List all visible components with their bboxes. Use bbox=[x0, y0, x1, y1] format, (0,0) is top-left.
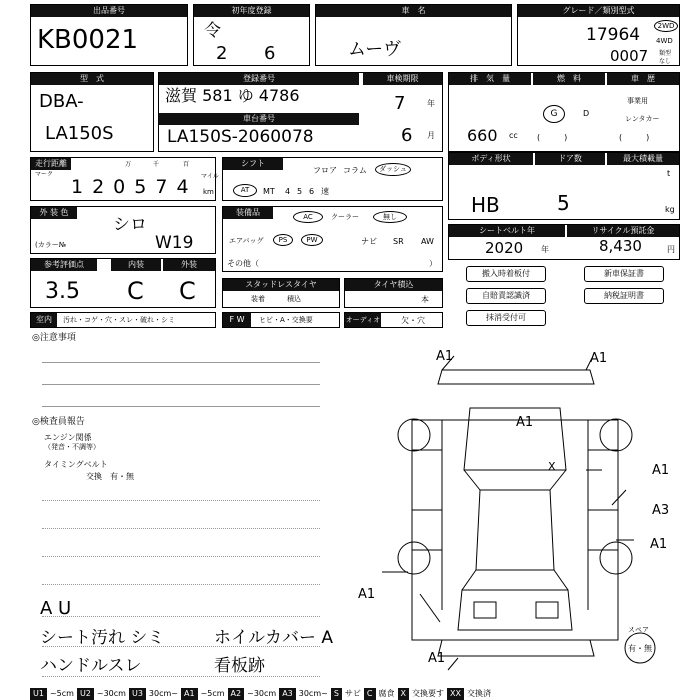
displacement-unit: cc bbox=[509, 131, 518, 140]
type-none-2: なし bbox=[659, 58, 672, 65]
doc-delivery: 搬入時着板付 bbox=[466, 266, 546, 282]
interior-condition-row bbox=[30, 312, 216, 328]
mark-a1-1: A1 bbox=[436, 349, 454, 364]
equipment-label: 装備品 bbox=[223, 207, 273, 219]
displacement-label: 排 気 量 bbox=[449, 73, 531, 85]
report-line bbox=[42, 528, 320, 529]
mark-a1-4: A1 bbox=[652, 463, 670, 478]
doc-tax: 納税証明書 bbox=[584, 288, 664, 304]
fuel-label: 燃 料 bbox=[533, 73, 605, 85]
inspection-month-unit: 月 bbox=[427, 131, 435, 140]
shift-dash: ダッシュ bbox=[375, 163, 411, 176]
shift-mt: MT bbox=[263, 187, 275, 196]
load-label: 最大積載量 bbox=[607, 153, 679, 165]
legend-value: 交換済 bbox=[464, 688, 494, 700]
legend-value: 30cm~ bbox=[146, 688, 181, 700]
model-name-label: 車 名 bbox=[316, 5, 511, 17]
shift-label: シフト bbox=[223, 158, 283, 170]
drive-2wd: 2WD bbox=[654, 20, 678, 32]
studless-opt2: 積込 bbox=[287, 295, 301, 303]
report-hand-3a: ハンドルスレ bbox=[40, 656, 142, 676]
damage-legend bbox=[30, 688, 700, 700]
notes-line bbox=[42, 406, 320, 407]
inspection-month: 6 bbox=[401, 125, 413, 146]
history-paren: ( ) bbox=[619, 133, 650, 142]
exterior-value: C bbox=[179, 277, 196, 305]
fuel-d: D bbox=[583, 109, 590, 118]
model-code-line2: LA150S bbox=[45, 123, 114, 144]
equipment-box bbox=[222, 206, 443, 272]
notes-line bbox=[42, 362, 320, 363]
mark-a1-5: A1 bbox=[650, 537, 668, 552]
engine-label-2: （発音・不調等） bbox=[44, 443, 100, 451]
first-registration-box bbox=[193, 4, 310, 66]
grade-label: グレード／類別型式 bbox=[518, 5, 679, 17]
lot-number-label: 出品番号 bbox=[31, 5, 187, 17]
history-label: 車 歴 bbox=[607, 73, 679, 85]
doors-label: ドア数 bbox=[535, 153, 605, 165]
plate-chassis-box bbox=[158, 72, 443, 152]
mileage-box bbox=[30, 157, 219, 201]
first-registration-era: 令 bbox=[204, 21, 221, 41]
model-code-line1: DBA- bbox=[39, 91, 84, 112]
legend-value: ~30cm bbox=[94, 688, 129, 700]
score-value: 3.5 bbox=[45, 279, 80, 304]
equip-airbag: エアバッグ bbox=[229, 237, 264, 245]
engine-label-1: エンジン関係 bbox=[44, 433, 92, 442]
equip-ac: AC bbox=[293, 211, 323, 223]
body-shape-label: ボディ形状 bbox=[449, 153, 533, 165]
legend-key: U3 bbox=[129, 688, 146, 700]
score-box bbox=[30, 258, 216, 308]
legend-value: ~5cm bbox=[198, 688, 228, 700]
report-line bbox=[42, 616, 320, 617]
mileage-unit-sen: 千 bbox=[153, 161, 160, 168]
inspection-label: 車検期限 bbox=[363, 73, 442, 85]
report-hand-2a: シート汚れ シミ bbox=[40, 628, 165, 648]
inspection-year: 7 bbox=[394, 93, 406, 114]
legend-value: 交換要す bbox=[409, 688, 447, 700]
equip-navi: ナビ bbox=[361, 237, 377, 246]
seatbelt-recycle-box bbox=[448, 224, 680, 260]
equip-sr: SR bbox=[393, 237, 404, 246]
plate-value: 滋賀 581 ゆ 4786 bbox=[165, 86, 300, 105]
load-unit: t bbox=[667, 169, 671, 178]
legend-value: 腐食 bbox=[376, 688, 398, 700]
legend-key: XX bbox=[447, 688, 464, 700]
spare-option: 有・無 bbox=[628, 644, 652, 653]
drive-4wd: 4WD bbox=[656, 37, 673, 45]
equip-aw: AW bbox=[421, 237, 434, 246]
mileage-unit-hyaku: 百 bbox=[183, 161, 190, 168]
fuel-paren-1: ( ) bbox=[537, 133, 568, 142]
fw-items: ヒビ・A・交換要 bbox=[259, 316, 313, 324]
score-label: 参考評価点 bbox=[31, 259, 97, 271]
shift-at: AT bbox=[233, 184, 257, 197]
doors-value: 5 bbox=[557, 191, 570, 215]
shift-floor: フロア bbox=[313, 166, 337, 175]
notes-line bbox=[42, 384, 320, 385]
grade-value-2: 0007 bbox=[610, 47, 649, 65]
legend-key: U1 bbox=[30, 688, 47, 700]
model-code-label: 型 式 bbox=[31, 73, 153, 85]
studless-box bbox=[222, 278, 340, 308]
interior-value: C bbox=[127, 277, 144, 305]
lot-number-box bbox=[30, 4, 188, 66]
report-line bbox=[42, 500, 320, 501]
color-code-label: (カラー№ bbox=[35, 241, 67, 249]
mileage-km: km bbox=[203, 188, 214, 196]
timing-option: 交換 有・無 bbox=[86, 472, 134, 481]
displacement-value: 660 bbox=[467, 126, 498, 145]
report-hand-2b: ホイルカバー A bbox=[214, 628, 334, 648]
first-registration-year: 2 bbox=[216, 43, 228, 64]
equip-cooler: クーラー bbox=[331, 213, 359, 221]
seatbelt-value: 2020 bbox=[485, 239, 524, 257]
first-registration-label: 初年度登録 bbox=[194, 5, 309, 17]
equip-other-end: ） bbox=[429, 259, 437, 268]
color-code: W19 bbox=[155, 233, 194, 253]
equip-pw: PW bbox=[301, 234, 323, 246]
legend-value: ~30cm bbox=[244, 688, 279, 700]
report-line bbox=[42, 556, 320, 557]
equip-none: 無し bbox=[373, 211, 407, 223]
audio-row bbox=[344, 312, 443, 328]
legend-value: 30cm~ bbox=[296, 688, 331, 700]
mileage-value: 120574 bbox=[71, 176, 198, 198]
interior-row-label: 室内 bbox=[31, 313, 57, 327]
audio-items: 欠・穴 bbox=[401, 316, 425, 325]
notes-heading: ◎注意事項 bbox=[32, 333, 76, 343]
interior-row-items: 汚れ・コゲ・穴・スレ・破れ・シミ bbox=[63, 316, 175, 324]
inspection-year-unit: 年 bbox=[427, 99, 435, 108]
legend-value: ~5cm bbox=[47, 688, 77, 700]
legend-key: A1 bbox=[181, 688, 198, 700]
inspector-heading: ◎検査員報告 bbox=[32, 417, 85, 427]
history-option-1: 事業用 bbox=[627, 97, 648, 105]
report-line bbox=[42, 676, 320, 677]
mileage-label: 走行距離 bbox=[31, 158, 71, 170]
load-unit-kg: kg bbox=[665, 205, 675, 214]
mark-a1-2: A1 bbox=[590, 351, 608, 366]
shift-5: 5 bbox=[297, 187, 303, 196]
seatbelt-unit: 年 bbox=[541, 245, 549, 254]
audio-label: オーディオ bbox=[345, 313, 381, 327]
exterior-label: 外装 bbox=[163, 259, 215, 271]
report-hand-1: A U bbox=[40, 598, 72, 619]
mark-a1-7: A1 bbox=[428, 651, 446, 666]
legend-key: S bbox=[331, 688, 342, 700]
tire-load-label: タイヤ積込 bbox=[345, 279, 442, 291]
report-line bbox=[42, 584, 320, 585]
timing-label: タイミングベルト bbox=[44, 460, 108, 469]
legend-key: U2 bbox=[77, 688, 94, 700]
legend-key: X bbox=[398, 688, 409, 700]
tire-load-box bbox=[344, 278, 443, 308]
studless-label: スタッドレスタイヤ bbox=[223, 279, 339, 291]
displacement-fuel-history-box bbox=[448, 72, 680, 152]
doc-cancel: 抹消受付可 bbox=[466, 310, 546, 326]
model-code-box bbox=[30, 72, 154, 152]
grade-value-1: 17964 bbox=[586, 25, 641, 45]
color-value: シロ bbox=[113, 215, 147, 235]
type-none-1: 類型 bbox=[659, 50, 672, 57]
mileage-unit-man: 万 bbox=[125, 161, 132, 168]
shift-4: 4 bbox=[285, 187, 291, 196]
shift-6: 6 bbox=[309, 187, 315, 196]
model-name-box bbox=[315, 4, 512, 66]
mark-a3: A3 bbox=[652, 503, 670, 518]
history-option-2: レンタカー bbox=[625, 115, 660, 123]
shift-speed: 速 bbox=[321, 187, 329, 196]
doc-warranty: 新車保証書 bbox=[584, 266, 664, 282]
body-shape-value: HB bbox=[471, 193, 500, 217]
legend-key: C bbox=[364, 688, 376, 700]
fw-label: F W bbox=[223, 313, 251, 327]
plate-label: 登録番号 bbox=[159, 73, 359, 85]
shift-column: コラム bbox=[343, 166, 367, 175]
spare-label: スペア bbox=[628, 626, 649, 634]
fw-row bbox=[222, 312, 340, 328]
legend-key: A3 bbox=[279, 688, 296, 700]
first-registration-month: 6 bbox=[264, 43, 276, 64]
recycle-value: 8,430 bbox=[599, 237, 642, 255]
interior-label: 内装 bbox=[111, 259, 161, 271]
mileage-mark: マーク bbox=[35, 171, 54, 178]
studless-opt1: 装着 bbox=[251, 295, 265, 303]
mark-x: X bbox=[548, 460, 556, 473]
equip-ps: PS bbox=[273, 234, 293, 246]
chassis-label: 車台番号 bbox=[159, 113, 359, 125]
mark-a1-3: A1 bbox=[516, 415, 534, 430]
equip-other: その他（ bbox=[227, 259, 259, 268]
lot-number-value: KB0021 bbox=[37, 25, 139, 55]
shift-box bbox=[222, 157, 443, 201]
car-damage-diagram bbox=[350, 340, 680, 685]
seatbelt-label: シートベルト年 bbox=[449, 225, 565, 237]
model-name-value: ムーヴ bbox=[348, 39, 402, 60]
legend-key: A2 bbox=[228, 688, 245, 700]
tire-load-unit: 本 bbox=[421, 295, 429, 304]
recycle-unit: 円 bbox=[667, 245, 675, 254]
mark-a1-6: A1 bbox=[358, 587, 376, 602]
mileage-mile: マイル bbox=[201, 173, 219, 180]
grade-box bbox=[517, 4, 680, 66]
legend-value: サビ bbox=[342, 688, 364, 700]
color-label: 外 装 色 bbox=[31, 207, 77, 219]
color-box bbox=[30, 206, 216, 254]
fuel-g: G bbox=[543, 105, 565, 123]
recycle-label: リサイクル預託金 bbox=[567, 225, 679, 237]
report-hand-3b: 看板跡 bbox=[214, 656, 265, 676]
doc-insurance: 自賠責認識済 bbox=[466, 288, 546, 304]
body-shape-box bbox=[448, 152, 680, 220]
chassis-value: LA150S-2060078 bbox=[167, 127, 314, 147]
